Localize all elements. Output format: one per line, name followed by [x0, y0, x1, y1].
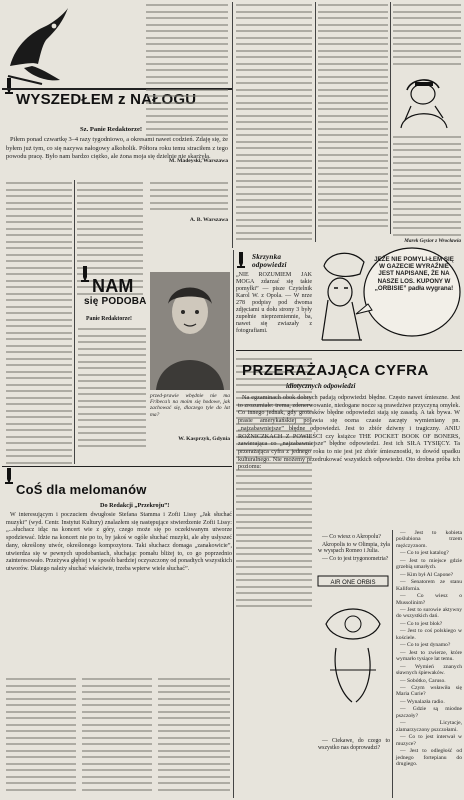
skrzynka-quote-text: „NIE ROZUMIEM JAK MOGA zdarzać się takie pomyłki” — pisze Czytelnik Karol W. z Opola. — W nrze 278 podpisy pod dwoma zdjęciami u dołu strony 3 były zupełnie nieprzemiennie, ba, nawet się zwiazały z fotografiami. [236, 272, 312, 334]
plane-cartoon [316, 574, 390, 708]
quiz-item: — Co to jest trygonometria? [322, 555, 389, 562]
pencil-icon [236, 252, 246, 268]
cartoon-speech-text: JEŻE NIE POMYLI-ŁEM SIĘ W GAZECIE WYRAŹNIE JEST NAPISANE, ŻE NA NASZE LOS. KUPONY W „ORBISIE” padła wygrana! [374, 256, 454, 292]
qa-item: — Jest to odległość od jednego fortepianu do drugiego. [396, 748, 462, 767]
article6-subtitle: idiotycznych odpowiedzi [286, 382, 356, 390]
article5-body-col2 [82, 676, 152, 798]
article-photo [150, 272, 230, 390]
article6-title: PRZERAŻAJĄCA CYFRA [242, 362, 429, 379]
column-divider [74, 180, 75, 464]
column7-signature: Marek Gęsior z Wrocławia [404, 238, 461, 244]
qa-item: — Sobótko, Caruso. [400, 677, 446, 684]
qa-item: — Co to jest katalog? [400, 550, 449, 557]
article5-top-rule [2, 466, 232, 467]
cartoon-speech [372, 256, 456, 293]
article1-body-col1 [6, 180, 72, 464]
skrzynka-quote [236, 272, 312, 336]
qa-item: — Co to jest interwał w muzyce? [396, 734, 462, 747]
qa-item: — Jest to kobieta poślubiona trzem mężczyznom. [396, 530, 462, 549]
qa-item: — Senatorem ze stanu Kalifornia. [396, 579, 462, 592]
qa-item: — Co to jest blok? [400, 620, 443, 627]
qa-column [396, 530, 462, 768]
qa-end-text: — Ciekawe, do czego to wszystko nas doprowadzi? [318, 738, 390, 751]
column7-body [393, 2, 461, 68]
article2-title-line1: NAM [92, 276, 134, 296]
article5-lead-text: W interesującym i poczuciem dwugłosie Stefana Stamma i Zofii Lissy „Jak słuchać muzyki” (wyd. Centr. Instytut Kultury) znalazłem się następujące stwierdzenie Zofii Lissy: „...słuchacz idąc na koncert wie z góry, czego może się po oczekiwanym utworze spodziewać. Idzie na koncert nie po to, by jakoś w ogóle słuchać muzyki, ale aby usłyszeć dany, określony utwór, określonego kompozytora. Taki słuchacz domaga „zanakowicie”, utwierdza się w pewnych upodobaniach, słuchając pomału bliżej to, co go poprzednio zainteresowało. Przeżywa głębiej i w sposób bardziej oczyszczony od ponadtych wszystkich utworów. Dlatego należy słuchać właściwie, trzeba wpierw wiele słuchać”. [6, 512, 232, 572]
article5-title: CoŚ dla melomanów [16, 482, 147, 497]
column-divider [232, 2, 233, 248]
sailor-drawing-icon [393, 70, 461, 130]
article5-body-col3 [158, 676, 230, 798]
cartoon-sign: AIR ONE ORBIS [330, 580, 376, 586]
plane-drawing-icon [316, 574, 390, 708]
qa-item: — Jest to surowie aktywny do wszystkich dań. [396, 606, 462, 620]
portrait-photo-icon [150, 272, 230, 390]
qa-item: — Wynalazła radio. [400, 698, 445, 705]
qa-item: — Co wiesz o Mussolinim? [396, 593, 462, 606]
column6-body [318, 2, 388, 230]
article6-lead-text: Na egzaminach obok dobrych padają odpowiedzi błędne. Często nawet śmieszne. Jest to zrozumiałe: trema, zdenerwowanie, niedogane nocze są prawdziwe przyczyną omyłek. Co innego jednak, gdy grotesków błędne odpowiedzi stają się zasadą. A tak bywa. W prasie amerykańskiej pojawia się ocena czasie zaczęty wymieniany pn. „najzabawniejsze” błędne odpowiedzi. Jest to zbiór dziwny i tragiczny. ANIU ROŻNICZKACH Z POWIEŚCI czy książce THE POCKET BOOK OF BONERS, zawierająca co „najzabawniejsze” błędne odpowiedzi. Jest ich SIŁA TYSIĘCY. Ta przerażająca cyfra z jednego roku to nie jest jeż zbiór śmiesznostki, to dowód upadku kulturalnego. Nie możemy przedrukować wszystkich odpowiedzi. Oto drobna próba ich poziomu: [238, 394, 460, 471]
article6-top-rule [236, 350, 462, 351]
qa-item: — Licytacje, zlamarzyczony pszczołami. [396, 720, 462, 733]
article5-lead [6, 512, 232, 575]
article5-subtitle: Do Redakcji „Przekroju”! [100, 502, 170, 509]
article6-lead [238, 394, 460, 472]
qa-item: — Jest to miejsce gdzie grzebią umarłych. [396, 557, 462, 571]
column5-body [236, 2, 312, 248]
article2-subtitle: Panie Redaktorze! [86, 316, 132, 322]
article1-title: WYSZEDŁEM z NAŁOGU [16, 91, 197, 108]
column7-body-lower [393, 134, 461, 240]
article2-body [78, 326, 146, 454]
article5-body-col1 [6, 676, 76, 798]
quiz-item: — Co wiesz o Akropolu? [322, 534, 381, 540]
article2-signature: W. Kasprzyk, Gdynia [178, 436, 230, 442]
column-divider [390, 2, 391, 234]
qa-item: — Czym wsławiła się Maria Curie? [396, 684, 462, 698]
skrzynka-title: Skrzynka odpowiedzi [252, 253, 287, 269]
pencil-icon [80, 266, 90, 282]
article4-body [146, 2, 228, 142]
article1-signature: A. B. Warszawa [189, 217, 228, 223]
qa-item: — Kim był Al Capone? [400, 571, 454, 578]
qa-end [318, 738, 390, 752]
column-divider [315, 2, 316, 242]
photo-caption-text: przed-prawie wbędnie nie ma Fribeca’s na moim się hodowe, jak zachować się, dlaczego tyle do lat ma? [150, 393, 230, 418]
column-divider [233, 250, 234, 798]
pencil-icon [4, 78, 14, 94]
sailor-cartoon [393, 70, 461, 130]
article1-body-col3 [150, 180, 228, 216]
article2-title-line2: się PODOBA [84, 296, 147, 307]
qa-item: — Co to jest dynamo? [400, 642, 451, 649]
qa-item: — Jest to zwierze, które wymarło tysiące lat temu. [396, 649, 462, 663]
qa-item: — Wymień znanych sławnych śpiewaków. [396, 663, 462, 677]
pencil-icon [4, 468, 14, 484]
quiz-item: Akropolis to w Olimpia, żyła w wyspach Romeo i Julia. [318, 541, 390, 555]
qa-item: — Jest to coś polskiego w kościele. [396, 628, 462, 641]
qa-item: — Gdzie są miodne pszczoły? [396, 706, 462, 719]
article1-subtitle: Sz. Panie Redaktorze! [80, 126, 143, 133]
photo-caption [150, 393, 230, 419]
article6-quiz [318, 534, 390, 563]
article4-signature: M. Madeyski, Warszawa [169, 158, 228, 164]
article1-lead-text: Piłem ponad czwartkę 3–4 razy tygodniowo, a okresami nawet codzień. Zdaję się, że byłem już tym, co się nazywa nałogowy alkoholik. Półtora roku temu straciłem z tego powodu pracę. Było nam bardzo ciężko, ale żona moja się dzielnie nie skarżyła. [6, 136, 228, 161]
column-divider [392, 530, 393, 798]
